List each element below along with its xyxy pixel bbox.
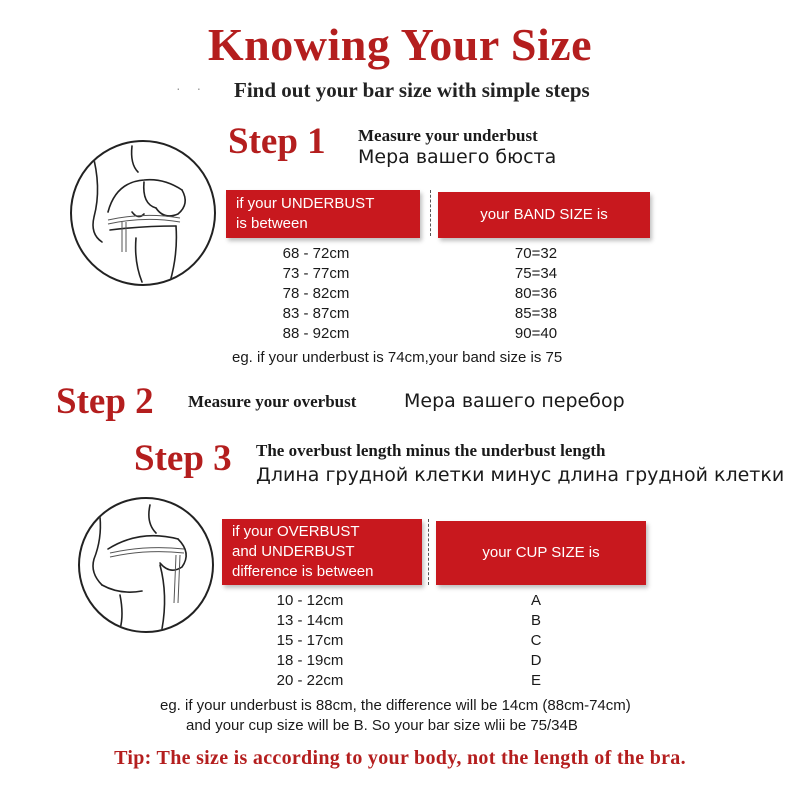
list-item: 70=32: [514, 245, 558, 262]
step1-desc-ru: Мера вашего бюста: [358, 146, 557, 168]
list-item: 68 - 72cm: [282, 245, 350, 262]
cup-size-list: [446, 591, 626, 691]
step2-desc-ru: Мера вашего перебор: [404, 390, 625, 412]
difference-header-line2: and UNDERBUST: [232, 543, 355, 560]
underbust-measure-icon: [72, 142, 214, 284]
band-size-header: your BAND SIZE is: [438, 192, 650, 238]
band-size-list: [446, 244, 626, 344]
list-item: 75=34: [514, 265, 558, 282]
list-item: 80=36: [514, 285, 558, 302]
cup-size-header: your CUP SIZE is: [436, 521, 646, 585]
column-divider: [430, 190, 431, 236]
list-item: 18 - 19cm: [276, 652, 344, 669]
difference-header-line1: if your OVERBUST: [232, 523, 360, 540]
list-item: C: [530, 632, 542, 649]
list-item: B: [530, 612, 541, 629]
page-subtitle: Find out your bar size with simple steps: [234, 78, 590, 102]
step2-title: Step 2: [56, 381, 154, 422]
tip-text: Tip: The size is according to your body, not the length of the bra.: [114, 747, 686, 769]
list-item: 78 - 82cm: [282, 285, 350, 302]
step3-title: Step 3: [134, 438, 232, 479]
step1-title: Step 1: [228, 121, 326, 162]
step1-example: eg. if your underbust is 74cm,your band size is 75: [232, 349, 563, 366]
step3-desc-en: The overbust length minus the underbust length: [256, 441, 606, 460]
list-item: 73 - 77cm: [282, 265, 350, 282]
list-item: D: [530, 652, 542, 669]
list-item: 10 - 12cm: [276, 592, 344, 609]
decorative-dots: · ·: [176, 80, 208, 96]
page-title: Knowing Your Size: [207, 19, 593, 70]
list-item: A: [530, 592, 541, 609]
difference-header: [222, 519, 422, 585]
list-item: E: [530, 672, 541, 689]
underbust-header: [226, 190, 420, 238]
overbust-illustration: [78, 497, 214, 633]
difference-range-list: [224, 591, 396, 691]
underbust-header-line2: is between: [236, 215, 308, 232]
list-item: 20 - 22cm: [276, 672, 344, 689]
underbust-range-list: [226, 244, 406, 344]
step3-desc-ru: Длина грудной клетки минус длина грудной клетки: [256, 464, 785, 486]
step1-desc-en: Measure your underbust: [358, 126, 538, 145]
list-item: 85=38: [514, 305, 558, 322]
underbust-illustration: [70, 140, 216, 286]
list-item: 13 - 14cm: [276, 612, 344, 629]
list-item: 88 - 92cm: [282, 325, 350, 342]
list-item: 15 - 17cm: [276, 632, 344, 649]
step3-example-line2: and your cup size will be B. So your bar size wlii be 75/34B: [186, 717, 578, 734]
step2-desc-en: Measure your overbust: [188, 392, 357, 411]
list-item: 83 - 87cm: [282, 305, 350, 322]
overbust-measure-icon: [80, 499, 212, 631]
difference-header-line3: difference is between: [232, 563, 374, 580]
column-divider: [428, 519, 429, 585]
underbust-header-line1: if your UNDERBUST: [236, 195, 375, 212]
step3-example-line1: eg. if your underbust is 88cm, the difference will be 14cm (88cm-74cm): [160, 697, 631, 714]
list-item: 90=40: [514, 325, 558, 342]
